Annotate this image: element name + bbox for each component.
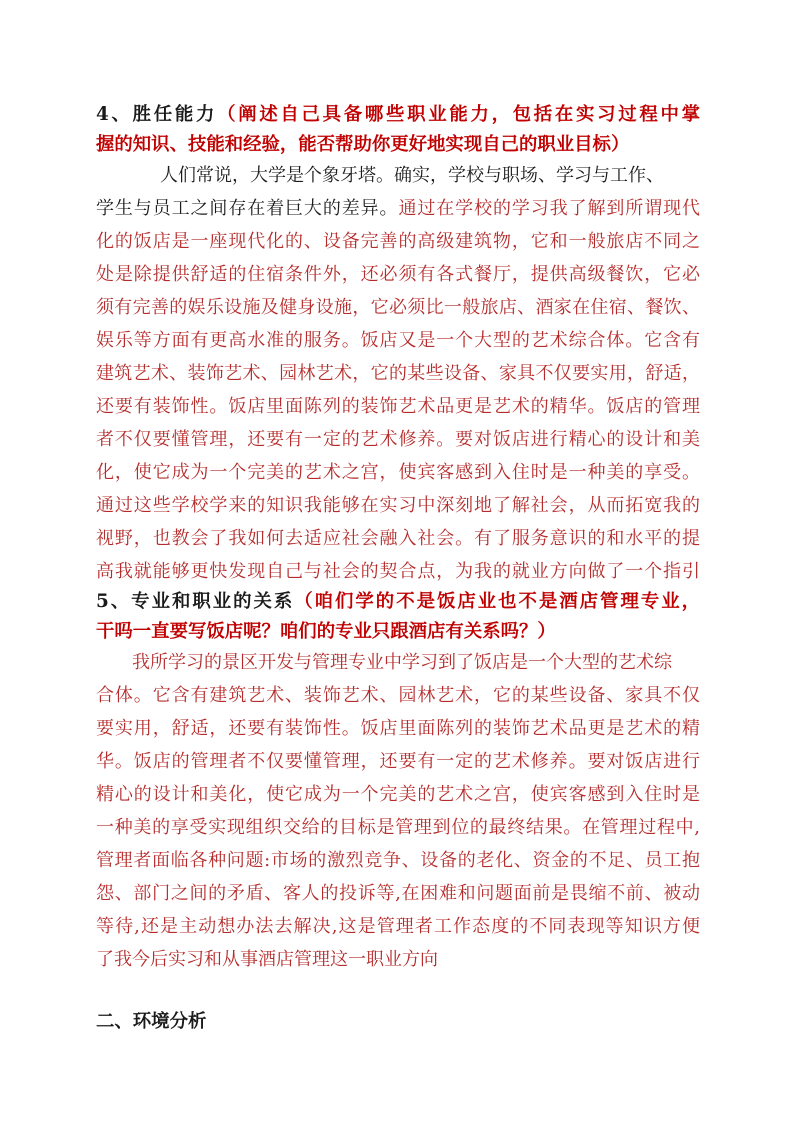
section4-para-line: 化，使它成为一个完美的艺术之宫，使宾客感到入住时是一种美的享受。 xyxy=(96,462,700,483)
section4-para-line: 人们常说，大学是个象牙塔。确实，学校与职场、学习与工作、 xyxy=(160,165,664,186)
section5-heading-title: 5、专业和职业的关系 xyxy=(96,591,295,612)
section5-para-line: 精心的设计和美化，使它成为一个完美的艺术之宫，使宾客感到入住时是 xyxy=(96,784,700,805)
section4-heading-line2: 握的知识、技能和经验，能否帮助你更好地实现自己的职业目标） xyxy=(96,134,630,155)
section4-para-line: 娱乐等方面有更高水准的服务。饭店又是一个大型的艺术综合体。它含有 xyxy=(96,330,700,351)
section4-para-line: 还要有装饰性。饭店里面陈列的装饰艺术品更是艺术的精华。饭店的管理 xyxy=(96,396,700,417)
section5-para-line: 了我今后实习和从事酒店管理这一职业方向 xyxy=(96,949,438,970)
section5-para-line: 一种美的享受实现组织交给的目标是管理到位的最终结果。在管理过程中, xyxy=(96,817,700,838)
section4-heading-note: （阐述自己具备哪些职业能力，包括在实习过程中掌 xyxy=(217,104,700,125)
section4-para-line: 通过这些学校学来的知识我能够在实习中深刻地了解社会，从而拓宽我的 xyxy=(96,495,700,516)
section4-para-line: 须有完善的娱乐设施及健身设施，它必须比一般旅店、酒家在住宿、餐饮、 xyxy=(96,297,700,318)
section5-heading-note: （咱们学的不是饭店业也不是酒店管理专业， xyxy=(294,591,700,612)
section4-para-line: 处是除提供舒适的住宿条件外，还必须有各式餐厅，提供高级餐饮，它必 xyxy=(96,264,700,285)
section4-para-line: 化的饭店是一座现代化的、设备完善的高级建筑物，它和一般旅店不同之 xyxy=(96,231,700,252)
section4-para-line xyxy=(96,197,700,221)
section5-para-line: 华。饭店的管理者不仅要懂管理，还要有一定的艺术修养。要对饭店进行 xyxy=(96,751,700,772)
section5-para-line: 合体。它含有建筑艺术、装饰艺术、园林艺术，它的某些设备、家具不仅 xyxy=(96,685,700,706)
section5-para-line: 我所学习的景区开发与管理专业中学习到了饭店是一个大型的艺术综 xyxy=(132,652,672,673)
section5-heading-line2: 干吗一直要写饭店呢？咱们的专业只跟酒店有关系吗？） xyxy=(96,621,556,642)
section5-heading-line1 xyxy=(96,590,700,614)
section4-heading-line1 xyxy=(96,103,700,127)
section5-para-line: 要实用，舒适，还要有装饰性。饭店里面陈列的装饰艺术品更是艺术的精 xyxy=(96,718,700,739)
section4-para-line: 建筑艺术、装饰艺术、园林艺术，它的某些设备、家具不仅要实用，舒适， xyxy=(96,363,700,384)
section4-para-segment: 学生与员工之间存在着巨大的差异。 xyxy=(96,198,399,219)
section-two-heading: 二、环境分析 xyxy=(96,1011,207,1032)
section4-para-segment: 通过在学校的学习我了解到所谓现代 xyxy=(398,198,700,219)
section4-para-line: 高我就能够更快发现自己与社会的契合点，为我的就业方向做了一个指引 xyxy=(96,561,700,582)
section4-para-line: 视野，也教会了我如何去适应社会融入社会。有了服务意识的和水平的提 xyxy=(96,528,700,549)
section5-para-line: 怨、部门之间的矛盾、客人的投诉等,在困难和问题面前是畏缩不前、被动 xyxy=(96,883,700,904)
section5-para-line: 管理者面临各种问题:市场的激烈竞争、设备的老化、资金的不足、员工抱 xyxy=(96,850,700,871)
section5-para-line: 等待,还是主动想办法去解决,这是管理者工作态度的不同表现等知识方便 xyxy=(96,916,700,937)
section4-heading-title: 4、胜任能力 xyxy=(96,104,218,125)
section4-para-line: 者不仅要懂管理，还要有一定的艺术修养。要对饭店进行精心的设计和美 xyxy=(96,429,700,450)
